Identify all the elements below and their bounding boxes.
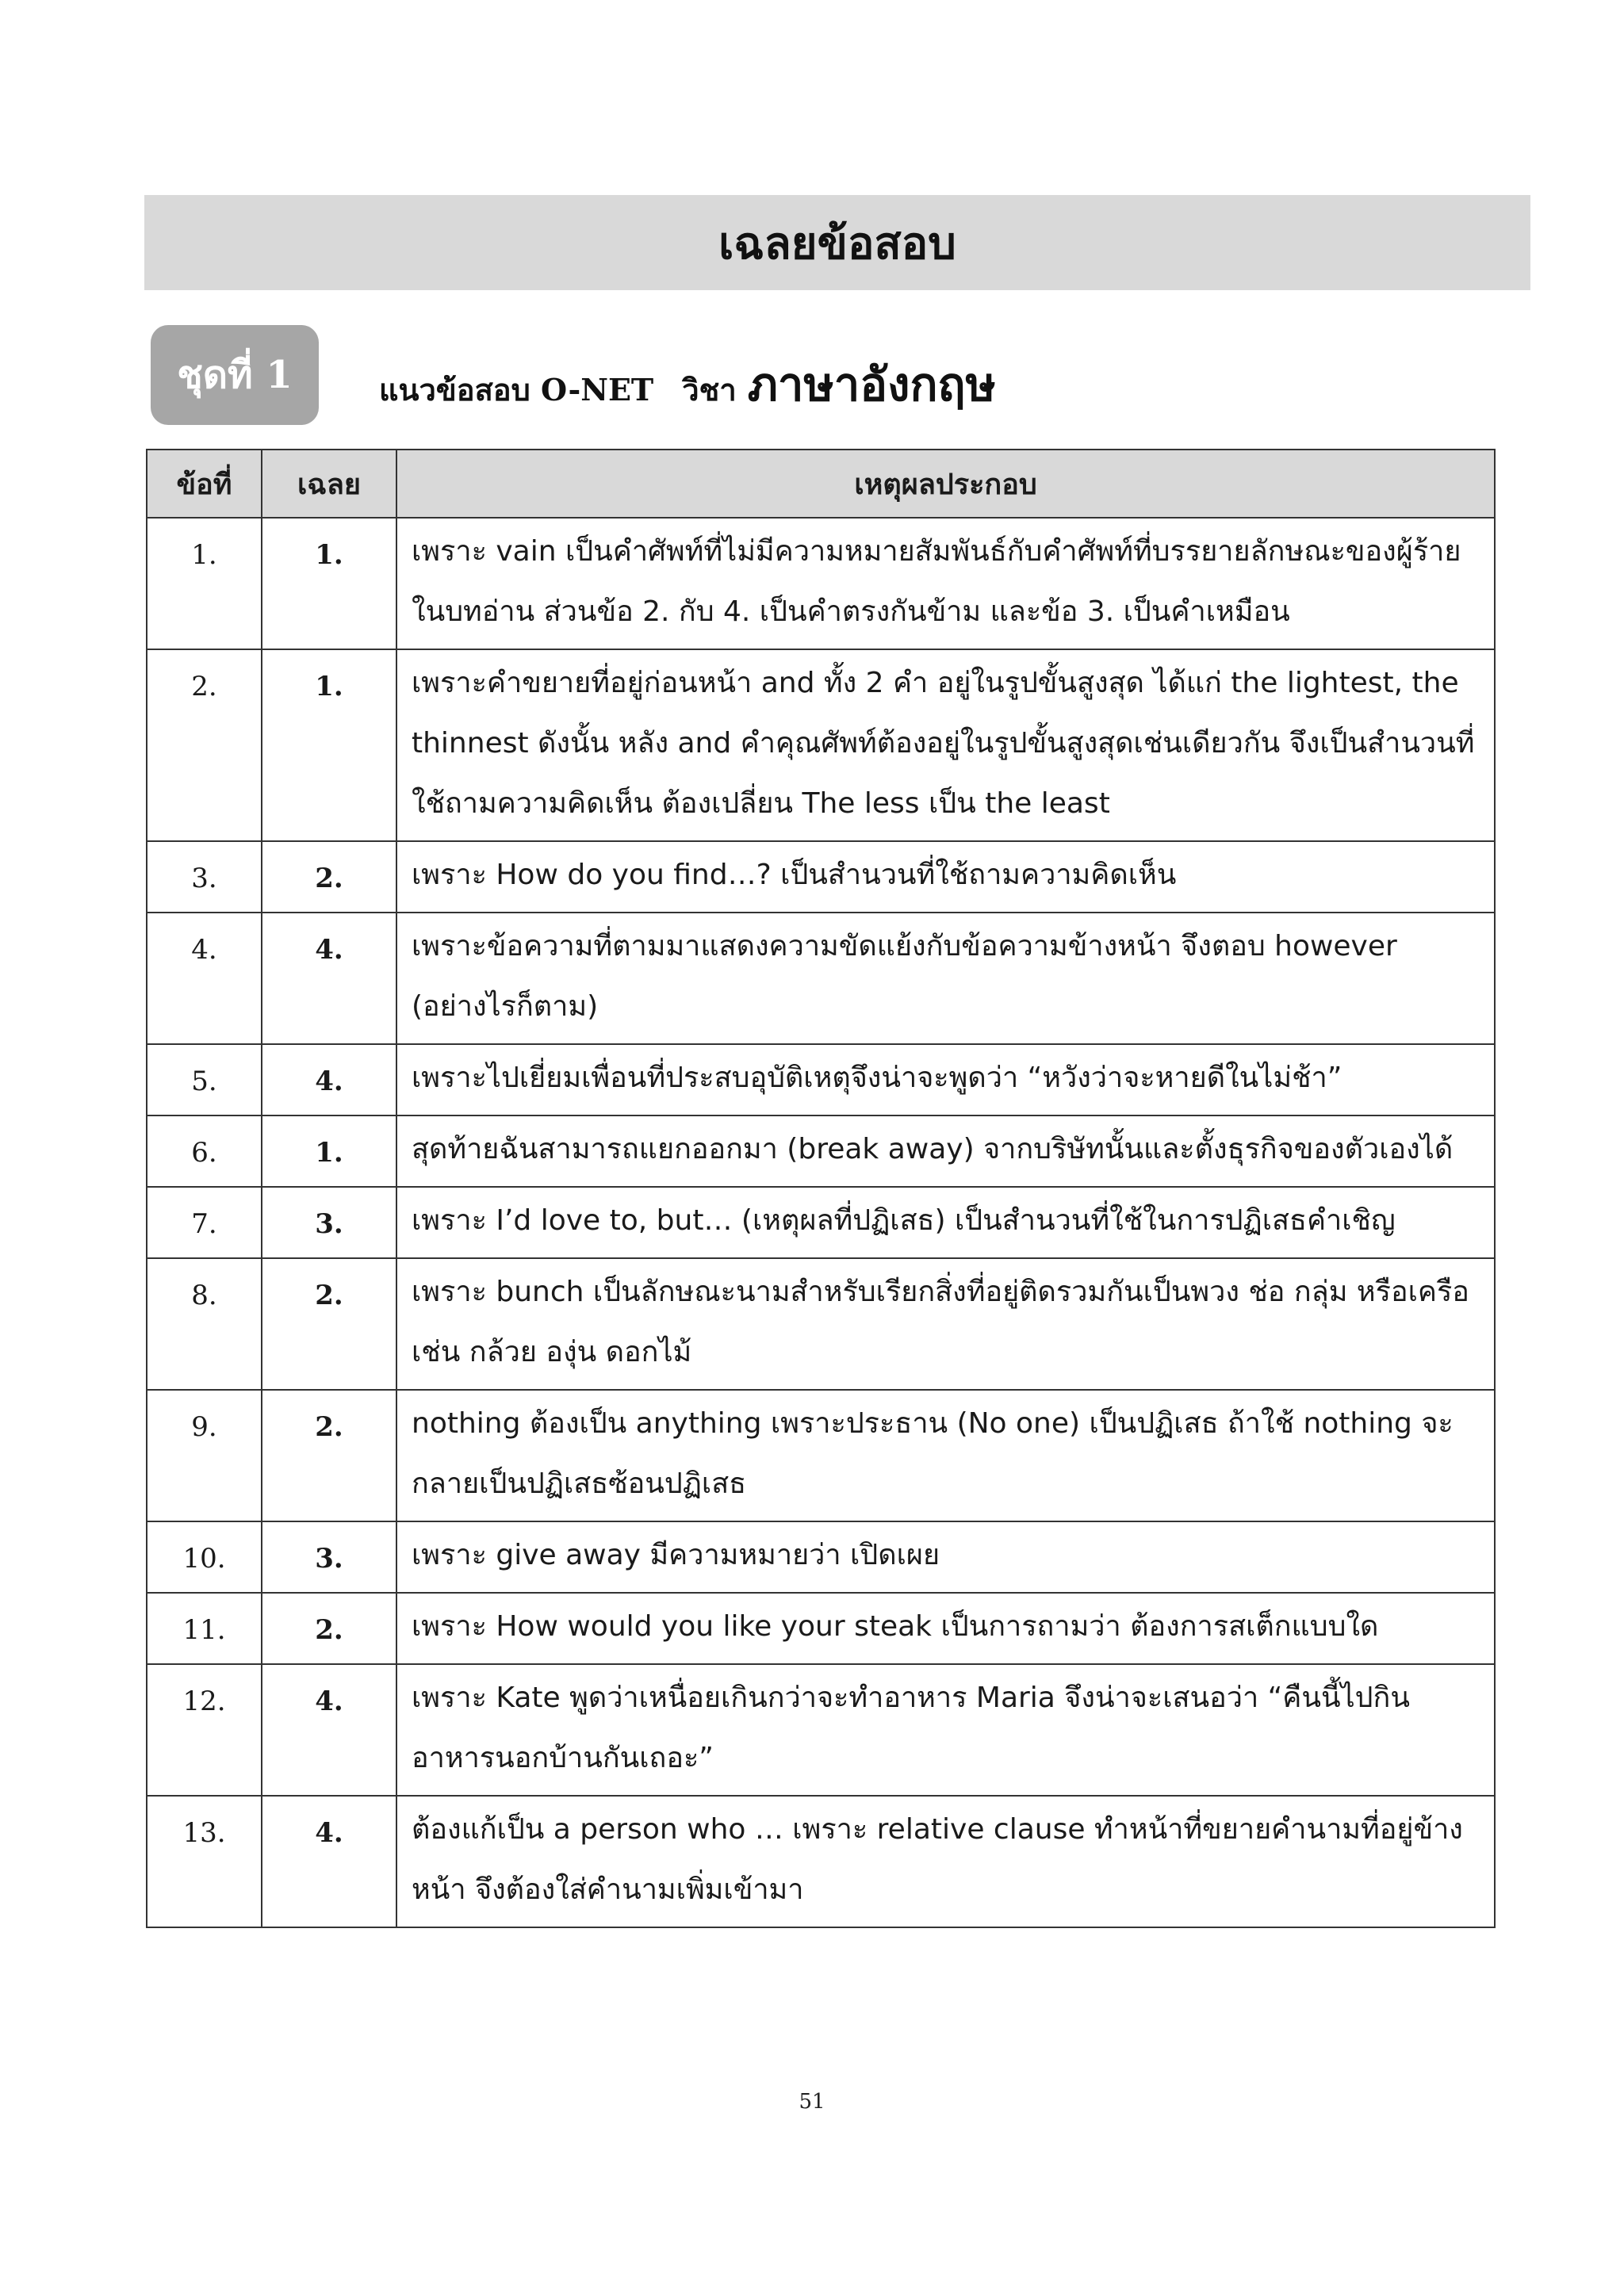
row-reason: เพราะ give away มีความหมายว่า เปิดเผย [396, 1521, 1495, 1593]
row-number: 3. [147, 841, 262, 913]
table-row [147, 1593, 1495, 1664]
header-number: ข้อที่ [147, 450, 262, 518]
table-row [147, 1390, 1495, 1521]
table-row [147, 1258, 1495, 1390]
row-number: 9. [147, 1390, 262, 1521]
row-answer: 4. [262, 913, 396, 1044]
set-label: ชุดที่ 1 [177, 353, 293, 397]
row-number: 1. [147, 518, 262, 649]
row-answer: 4. [262, 1044, 396, 1115]
row-reason: เพราะ vain เป็นคำศัพท์ที่ไม่มีความหมายสัมพันธ์กับคำศัพท์ที่บรรยายลักษณะของผู้ร้ายในบทอ่าน ส่วนข้อ 2. กับ 4. เป็นคำตรงกันข้าม และข้อ 3. เป็นคำเหมือน [396, 518, 1495, 649]
row-reason: เพราะ How would you like your steak เป็นการถามว่า ต้องการสเต็กแบบใด [396, 1593, 1495, 1664]
table-header-row [147, 450, 1495, 518]
table-row [147, 1796, 1495, 1927]
row-reason: nothing ต้องเป็น anything เพราะประธาน (No one) เป็นปฏิเสธ ถ้าใช้ nothing จะกลายเป็นปฏิเสธซ้อนปฏิเสธ [396, 1390, 1495, 1521]
row-answer: 1. [262, 649, 396, 841]
row-reason: เพราะคำขยายที่อยู่ก่อนหน้า and ทั้ง 2 คำ อยู่ในรูปขั้นสูงสุด ได้แก่ the lightest, the thinnest ดังนั้น หลัง and คำคุณศัพท์ต้องอยู่ในรูปขั้นสูงสุดเช่นเดียวกัน จึงเป็นสำนวนที่ใช้ถามความคิดเห็น ต้องเปลี่ยน The less เป็น the least [396, 649, 1495, 841]
table-row [147, 518, 1495, 649]
row-answer: 3. [262, 1521, 396, 1593]
answer-table [146, 449, 1496, 1928]
row-number: 11. [147, 1593, 262, 1664]
exam-name: แนวข้อสอบ O-NET [379, 372, 654, 408]
row-answer: 4. [262, 1796, 396, 1927]
row-reason: สุดท้ายฉันสามารถแยกออกมา (break away) จากบริษัทนั้นและตั้งธุรกิจของตัวเองได้ [396, 1115, 1495, 1187]
row-number: 7. [147, 1187, 262, 1258]
table-row [147, 1044, 1495, 1115]
table-row [147, 1115, 1495, 1187]
row-reason: เพราะ Kate พูดว่าเหนื่อยเกินกว่าจะทำอาหาร Maria จึงน่าจะเสนอว่า “คืนนี้ไปกินอาหารนอกบ้านกันเถอะ” [396, 1664, 1495, 1796]
table-row [147, 841, 1495, 913]
row-answer: 2. [262, 841, 396, 913]
title-bar [144, 195, 1530, 290]
row-answer: 1. [262, 518, 396, 649]
row-answer: 2. [262, 1593, 396, 1664]
subject-prefix: วิชา [682, 372, 737, 408]
row-number: 13. [147, 1796, 262, 1927]
row-answer: 2. [262, 1390, 396, 1521]
page-title: เฉลยข้อสอบ [718, 216, 956, 270]
row-number: 8. [147, 1258, 262, 1390]
header-answer: เฉลย [262, 450, 396, 518]
table-row [147, 1521, 1495, 1593]
row-reason: ต้องแก้เป็น a person who … เพราะ relative clause ทำหน้าที่ขยายคำนามที่อยู่ข้างหน้า จึงต้องใส่คำนามเพิ่มเข้ามา [396, 1796, 1495, 1927]
page-number: 51 [799, 2090, 825, 2114]
table-row [147, 1187, 1495, 1258]
table-row [147, 649, 1495, 841]
row-answer: 3. [262, 1187, 396, 1258]
row-number: 6. [147, 1115, 262, 1187]
row-reason: เพราะไปเยี่ยมเพื่อนที่ประสบอุบัติเหตุจึงน่าจะพูดว่า “หวังว่าจะหายดีในไม่ช้า” [396, 1044, 1495, 1115]
row-number: 4. [147, 913, 262, 1044]
header-reason: เหตุผลประกอบ [396, 450, 1495, 518]
row-reason: เพราะ How do you find…? เป็นสำนวนที่ใช้ถามความคิดเห็น [396, 841, 1495, 913]
exam-subtitle [379, 347, 996, 419]
row-answer: 1. [262, 1115, 396, 1187]
row-reason: เพราะข้อความที่ตามมาแสดงความขัดแย้งกับข้อความข้างหน้า จึงตอบ however (อย่างไรก็ตาม) [396, 913, 1495, 1044]
subject-name: ภาษาอังกฤษ [747, 358, 996, 411]
row-number: 10. [147, 1521, 262, 1593]
row-number: 12. [147, 1664, 262, 1796]
table-row [147, 913, 1495, 1044]
row-number: 2. [147, 649, 262, 841]
set-badge [151, 325, 319, 425]
row-number: 5. [147, 1044, 262, 1115]
row-reason: เพราะ I’d love to, but… (เหตุผลที่ปฏิเสธ) เป็นสำนวนที่ใช้ในการปฏิเสธคำเชิญ [396, 1187, 1495, 1258]
row-answer: 2. [262, 1258, 396, 1390]
row-answer: 4. [262, 1664, 396, 1796]
row-reason: เพราะ bunch เป็นลักษณะนามสำหรับเรียกสิ่งที่อยู่ติดรวมกันเป็นพวง ช่อ กลุ่ม หรือเครือ เช่น กล้วย องุ่น ดอกไม้ [396, 1258, 1495, 1390]
table-row [147, 1664, 1495, 1796]
